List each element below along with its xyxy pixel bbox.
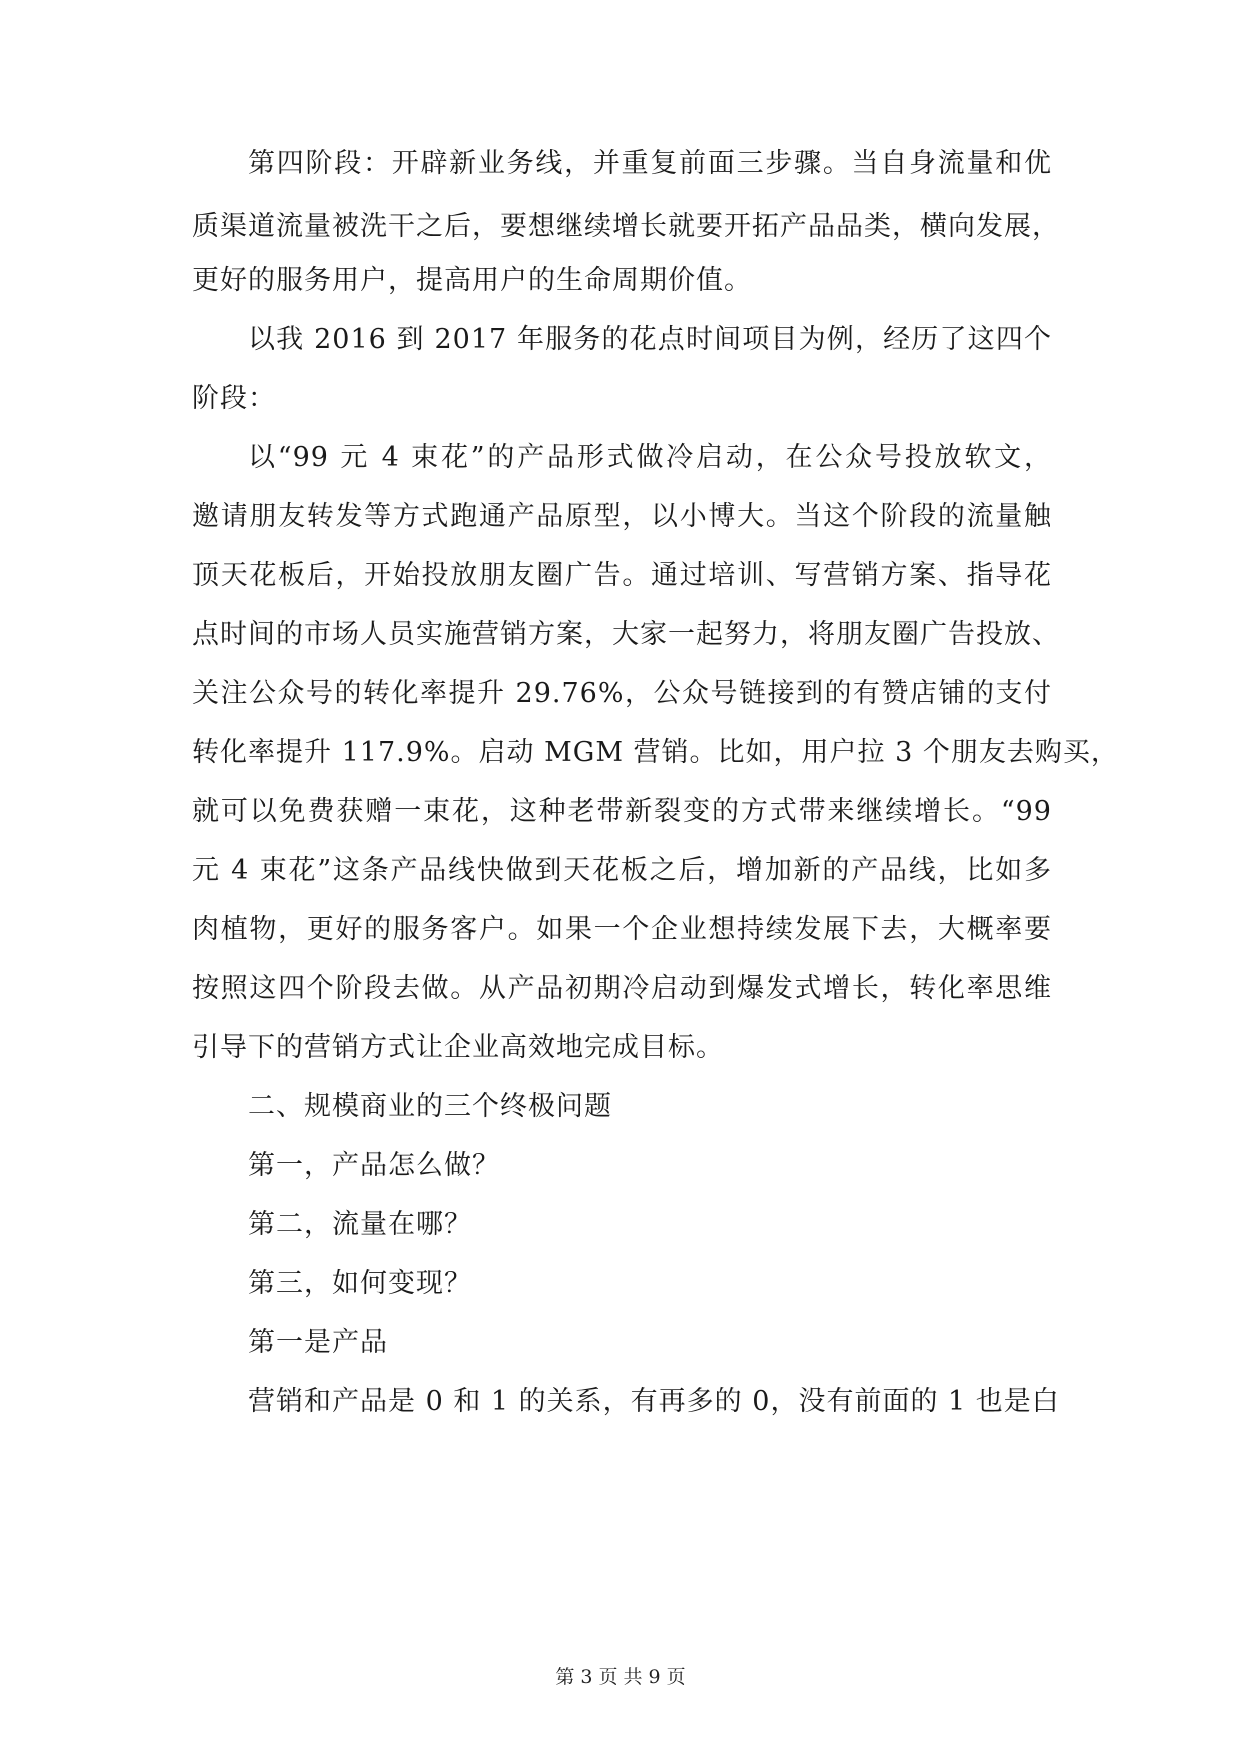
body-line: 质渠道流量被洗干之后，要想继续增长就要开拓产品品类，横向发展， — [192, 211, 1060, 242]
body-line: 引导下的营销方式让企业高效地完成目标。 — [192, 1032, 724, 1063]
body-line: 邀请朋友转发等方式跑通产品原型，以小博大。当这个阶段的流量触 — [192, 501, 1052, 532]
body-line: 转化率提升 117.9%。启动 MGM 营销。比如，用户拉 3 个朋友去购买， — [192, 737, 1119, 768]
body-line: 按照这四个阶段去做。从产品初期冷启动到爆发式增长，转化率思维 — [192, 973, 1052, 1004]
body-line: 第一，产品怎么做？ — [248, 1150, 500, 1181]
body-line: 关注公众号的转化率提升 29.76%，公众号链接到的有赞店铺的支付 — [192, 678, 1052, 709]
body-line: 第四阶段：开辟新业务线，并重复前面三步骤。当自身流量和优 — [248, 148, 1052, 179]
body-line: 以“99 元 4 束花”的产品形式做冷启动，在公众号投放软文， — [248, 442, 1052, 473]
body-line: 肉植物，更好的服务客户。如果一个企业想持续发展下去，大概率要 — [192, 914, 1052, 945]
body-line: 就可以免费获赠一束花，这种老带新裂变的方式带来继续增长。“99 — [192, 796, 1052, 827]
body-line: 以我 2016 到 2017 年服务的花点时间项目为例，经历了这四个 — [248, 324, 1052, 355]
body-line: 元 4 束花”这条产品线快做到天花板之后，增加新的产品线，比如多 — [192, 855, 1052, 886]
body-line: 更好的服务用户，提高用户的生命周期价值。 — [192, 265, 752, 296]
subsection-heading: 第一是产品 — [248, 1327, 388, 1358]
body-line: 第三，如何变现？ — [248, 1268, 472, 1299]
body-line: 阶段： — [192, 383, 276, 414]
page-footer: 第 3 页 共 9 页 — [555, 1666, 686, 1688]
body-line: 第二，流量在哪？ — [248, 1209, 472, 1240]
body-line: 点时间的市场人员实施营销方案，大家一起努力，将朋友圈广告投放、 — [192, 619, 1060, 650]
section-heading: 二、规模商业的三个终极问题 — [248, 1091, 612, 1122]
body-line: 营销和产品是 0 和 1 的关系，有再多的 0，没有前面的 1 也是白 — [248, 1386, 1060, 1417]
body-line: 顶天花板后，开始投放朋友圈广告。通过培训、写营销方案、指导花 — [192, 560, 1052, 591]
